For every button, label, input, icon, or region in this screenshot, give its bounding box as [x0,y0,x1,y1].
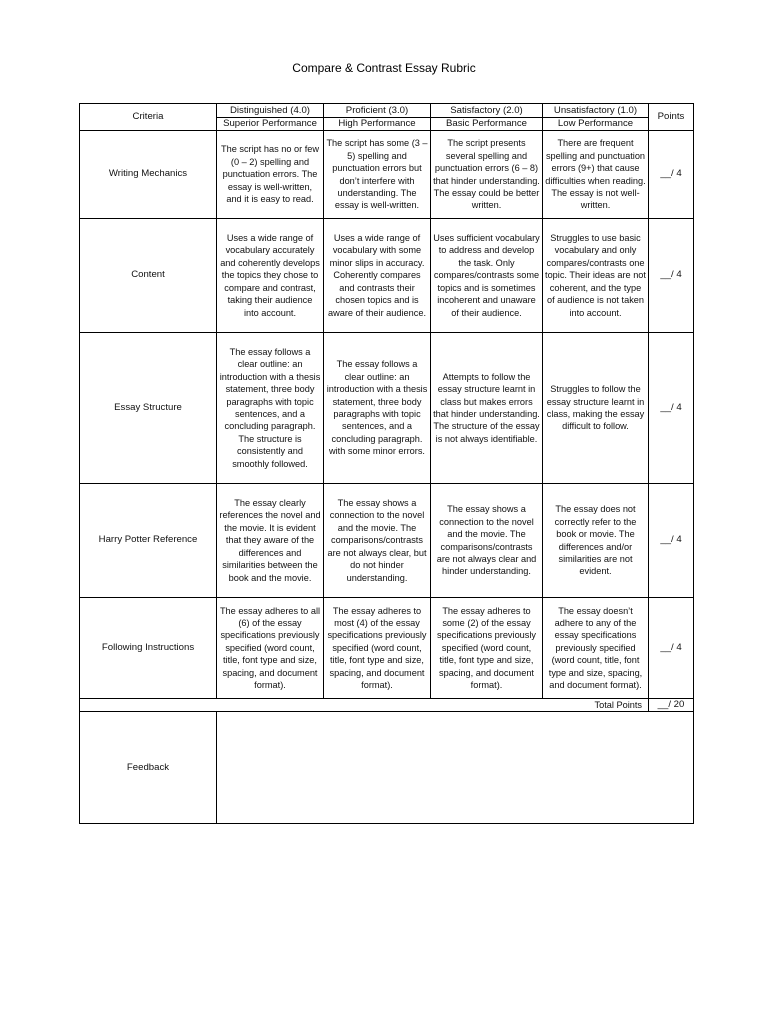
descriptor-cell: The essay follows a clear outline: an introduction with a thesis statement, three body paragraphs with topic sentences, and a concluding paragraph. with some minor errors. [324,333,431,484]
descriptor-cell: Attempts to follow the essay structure learnt in class but makes errors that hinder understanding. The structure of the essay is not always identifiable. [431,333,543,484]
criteria-header: Criteria [80,104,217,131]
descriptor-cell: Uses sufficient vocabulary to address and develop the task. Only compares/contrasts some topics and is sometimes incoherent and unaware of their audience. [431,219,543,333]
descriptor-cell: There are frequent spelling and punctuation errors (9+) that cause difficulties when reading. The essay is not well-written. [543,131,649,219]
criterion-label: Following Instructions [80,598,217,699]
descriptor-cell: Uses a wide range of vocabulary accurately and coherently develops the topics they chose to compare and contrast, taking their audience into account. [217,219,324,333]
rubric-table [79,103,694,824]
points-field: __/ 4 [649,131,694,219]
feedback-label: Feedback [80,712,217,824]
descriptor-cell: The script has no or few (0 – 2) spelling and punctuation errors. The essay is well-written, and it is easy to read. [217,131,324,219]
header-row-levels [80,104,694,118]
rubric-row-writing-mechanics [80,131,694,219]
rubric-row-content [80,219,694,333]
descriptor-cell: Struggles to use basic vocabulary and only compares/contrasts one topic. Their ideas are not coherent, and the type of audience is not taken into account. [543,219,649,333]
level-sub-distinguished: Superior Performance [217,118,324,131]
descriptor-cell: The essay adheres to some (2) of the essay specifications previously specified (word count, title, font type and size, spacing, and document format). [431,598,543,699]
level-name-distinguished: Distinguished (4.0) [217,104,324,118]
points-header: Points [649,104,694,131]
criterion-label: Writing Mechanics [80,131,217,219]
descriptor-cell: The essay follows a clear outline: an introduction with a thesis statement, three body paragraphs with topic sentences, and a concluding paragraph. The structure is consistently and smoothly followed. [217,333,324,484]
rubric-row-harry-potter-reference [80,484,694,598]
descriptor-cell: The essay shows a connection to the novel and the movie. The comparisons/contrasts are not always clear and hinder understanding. [431,484,543,598]
points-field: __/ 4 [649,333,694,484]
level-name-proficient: Proficient (3.0) [324,104,431,118]
rubric-row-following-instructions [80,598,694,699]
points-field: __/ 4 [649,484,694,598]
total-points-label: Total Points [80,699,649,712]
rubric-row-essay-structure [80,333,694,484]
points-field: __/ 4 [649,219,694,333]
criterion-label: Harry Potter Reference [80,484,217,598]
criterion-label: Content [80,219,217,333]
points-field: __/ 4 [649,598,694,699]
descriptor-cell: The essay does not correctly refer to the book or movie. The differences and/or similarities are not evident. [543,484,649,598]
level-sub-proficient: High Performance [324,118,431,131]
total-row [80,699,694,712]
feedback-row [80,712,694,824]
descriptor-cell: Uses a wide range of vocabulary with some minor slips in accuracy. Coherently compares and contrasts their chosen topics and is aware of their audience. [324,219,431,333]
descriptor-cell: Struggles to follow the essay structure learnt in class, making the essay difficult to follow. [543,333,649,484]
level-sub-unsatisfactory: Low Performance [543,118,649,131]
descriptor-cell: The essay doesn’t adhere to any of the essay specifications previously specified (word count, title, font type and size, spacing, and document format). [543,598,649,699]
descriptor-cell: The script presents several spelling and punctuation errors (6 – 8) that hinder understanding. The essay could be better written. [431,131,543,219]
descriptor-cell: The essay adheres to most (4) of the essay specifications previously specified (word count, title, font type and size, spacing, and document format). [324,598,431,699]
level-sub-satisfactory: Basic Performance [431,118,543,131]
level-name-satisfactory: Satisfactory (2.0) [431,104,543,118]
descriptor-cell: The essay adheres to all (6) of the essay specifications previously specified (word count, title, font type and size, spacing, and document format). [217,598,324,699]
page-title: Compare & Contrast Essay Rubric [292,61,476,75]
criterion-label: Essay Structure [80,333,217,484]
level-name-unsatisfactory: Unsatisfactory (1.0) [543,104,649,118]
descriptor-cell: The essay clearly references the novel and the movie. It is evident that they aware of the differences and similarities between the book and the movie. [217,484,324,598]
descriptor-cell: The script has some (3 – 5) spelling and punctuation errors but don’t interfere with understanding. The essay is well-written. [324,131,431,219]
descriptor-cell: The essay shows a connection to the novel and the movie. The comparisons/contrasts are not always clear, but do not hinder understanding. [324,484,431,598]
total-points-field: __/ 20 [649,699,694,712]
feedback-area[interactable] [217,712,694,824]
